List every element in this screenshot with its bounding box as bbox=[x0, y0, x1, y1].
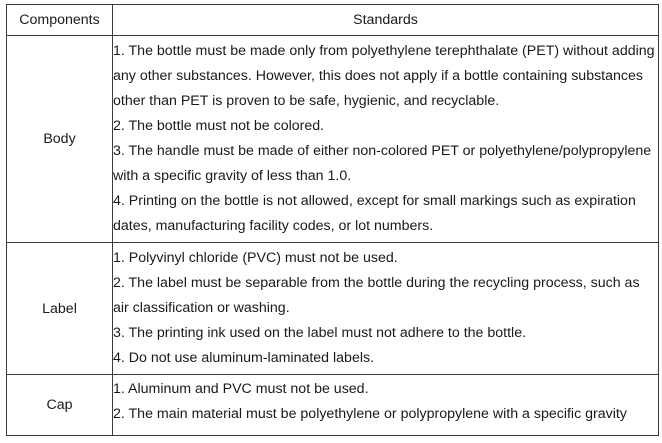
standards-table bbox=[6, 4, 659, 436]
standards-list bbox=[113, 246, 658, 371]
standard-item: 2. The main material must be polyethylene or polypropylene with a specific gravity bbox=[113, 406, 627, 422]
standards-cell-cap bbox=[113, 375, 659, 436]
component-cell-body: Body bbox=[7, 36, 113, 243]
header-row bbox=[7, 5, 659, 36]
component-cell-label: Label bbox=[7, 243, 113, 375]
standard-item: 4. Printing on the bottle is not allowed, except for small markings such as expiration dates, manufacturing facility codes, or lot numbers. bbox=[113, 193, 636, 234]
components-header: Components bbox=[7, 5, 113, 36]
standards-list bbox=[113, 377, 658, 427]
standard-item: 3. The printing ink used on the label must not adhere to the bottle. bbox=[113, 325, 527, 341]
standards-header: Standards bbox=[113, 5, 659, 36]
standard-item: 2. The bottle must not be colored. bbox=[113, 118, 325, 134]
table-row bbox=[7, 243, 659, 375]
standards-cell-label bbox=[113, 243, 659, 375]
standard-item: 1. Polyvinyl chloride (PVC) must not be used. bbox=[113, 250, 398, 266]
standard-item: 4. Do not use aluminum-laminated labels. bbox=[113, 350, 375, 366]
component-cell-cap: Cap bbox=[7, 375, 113, 436]
standard-item: 3. The handle must be made of either non-colored PET or polyethylene/polypropylene with a specific gravity of less than 1.0. bbox=[113, 143, 652, 184]
table-row bbox=[7, 375, 659, 436]
standard-item: 1. Aluminum and PVC must not be used. bbox=[113, 381, 369, 397]
table-row bbox=[7, 36, 659, 243]
standards-cell-body bbox=[113, 36, 659, 243]
standard-item: 2. The label must be separable from the bottle during the recycling process, such as air classification or washing. bbox=[113, 275, 640, 316]
standards-list bbox=[113, 39, 658, 239]
standard-item: 1. The bottle must be made only from polyethylene terephthalate (PET) without adding any other substances. However, this does not apply if a bottle containing substances other than PET is proven to be safe, hygienic, and recyclable. bbox=[113, 43, 655, 109]
